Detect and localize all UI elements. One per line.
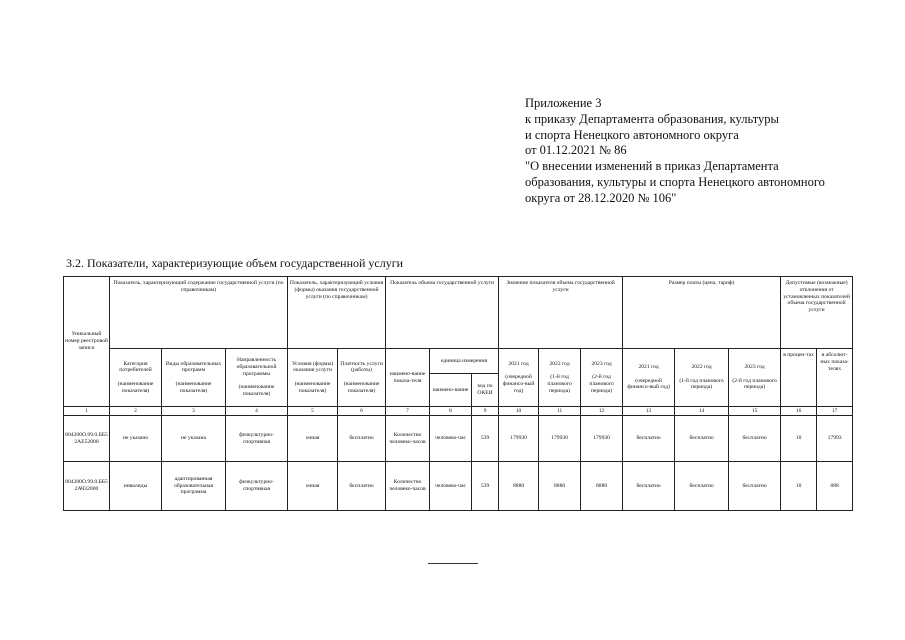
header-sublabel: (1-й год планового периода) — [547, 374, 572, 394]
table-cell: бесплатно — [729, 416, 781, 462]
table-cell: Количество человеко-часов — [386, 416, 430, 462]
table-cell: Количество человеко-часов — [386, 462, 430, 511]
table-cell: 539 — [472, 462, 499, 511]
column-number: 2 — [110, 407, 162, 416]
table-cell: адаптированная образовательная программа — [162, 462, 226, 511]
column-number: 12 — [581, 407, 623, 416]
table-cell: человеко-час — [430, 416, 472, 462]
header-label: 2023 год — [591, 360, 612, 367]
table-cell: 8880 — [539, 462, 581, 511]
header-label: 2022 год — [549, 360, 570, 367]
table-row — [64, 416, 853, 462]
header-dev-absolute: в абсолют-ных показа-телях — [817, 349, 853, 407]
table-cell: 179930 — [499, 416, 539, 462]
header-label: Условия (формы) оказания услуги — [291, 360, 334, 374]
header-line: от 01.12.2021 № 86 — [525, 143, 627, 158]
header-payment — [338, 349, 386, 407]
table-cell: 8880 — [499, 462, 539, 511]
column-number: 14 — [675, 407, 729, 416]
table-cell: 10 — [781, 416, 817, 462]
table-cell: 8880 — [581, 462, 623, 511]
header-label: 2021 год — [508, 360, 529, 367]
column-number: 1 — [64, 407, 110, 416]
header-sublabel: (наименование показателя) — [117, 380, 154, 394]
table-cell: бесплатно — [623, 416, 675, 462]
table-cell: очная — [288, 416, 338, 462]
header-label: Виды образовательных программ — [165, 360, 222, 374]
table-cell: 10 — [781, 462, 817, 511]
column-number: 3 — [162, 407, 226, 416]
footer-divider — [428, 563, 478, 564]
table-cell: бесплатно — [675, 462, 729, 511]
header-sublabel: (очередной финансо-вый год) — [627, 377, 670, 391]
table-cell: 888 — [817, 462, 853, 511]
header-program-types — [162, 349, 226, 407]
header-unique-number: Уникальный номер реестровой записи — [64, 277, 110, 407]
column-number: 11 — [539, 407, 581, 416]
table-cell: физкультурно-спортивная — [226, 462, 288, 511]
header-val-2022 — [539, 349, 581, 407]
table-cell: 539 — [472, 416, 499, 462]
header-sublabel: (наименование показателя) — [175, 380, 212, 394]
table-row — [64, 462, 853, 511]
table-cell: 804200О.99.0.ББ52АЧ32000 — [64, 462, 110, 511]
header-okei-code: код по ОКЕИ — [472, 374, 499, 407]
table-cell: бесплатно — [729, 462, 781, 511]
header-fee-2022 — [675, 349, 729, 407]
column-number: 15 — [729, 407, 781, 416]
header-sublabel: (наименование показателя) — [238, 384, 275, 398]
header-conditions — [288, 349, 338, 407]
table-cell: не указана — [162, 416, 226, 462]
table-cell: физкультурно-спортивная — [226, 416, 288, 462]
header-line: к приказу Департамента образования, культуры — [525, 111, 779, 126]
header-sublabel: (1-й год планового периода) — [679, 377, 724, 391]
header-dev-percent: в процен-тах — [781, 349, 817, 407]
table-cell: не указано — [110, 416, 162, 462]
table-cell: 179930 — [539, 416, 581, 462]
header-label: 2023 год — [744, 363, 765, 370]
header-unit-group: единица измерения — [430, 349, 499, 374]
header-label: Направленность образовательной программы — [236, 357, 277, 377]
header-fee-2021 — [623, 349, 675, 407]
table-cell: бесплатно — [675, 416, 729, 462]
header-program-focus — [226, 349, 288, 407]
table-cell: бесплатно — [338, 416, 386, 462]
header-line: округа от 28.12.2020 № 106" — [525, 190, 677, 205]
header-val-2023 — [581, 349, 623, 407]
header-unit-name: наимено-вание — [430, 374, 472, 407]
header-val-2021 — [499, 349, 539, 407]
header-volume-group: Показатель объема государственной услуги — [386, 277, 499, 349]
column-number: 13 — [623, 407, 675, 416]
header-sublabel: (наименование показателя) — [343, 380, 380, 394]
column-number: 9 — [472, 407, 499, 416]
header-fee-group: Размер платы (цена, тариф) — [623, 277, 781, 349]
column-number-row — [64, 407, 853, 416]
header-value-group: Значение показателя объема государственной услуги — [499, 277, 623, 349]
header-fee-2023 — [729, 349, 781, 407]
table-cell: 804200О.99.0.ББ52АЕ52000 — [64, 416, 110, 462]
header-sublabel: (2-й год планового периода) — [732, 377, 777, 391]
table-cell: 179930 — [581, 416, 623, 462]
header-deviation-group: Допустимые (возможные) отклонения от установленных показателей объема государственной услуги — [781, 277, 853, 349]
column-number: 7 — [386, 407, 430, 416]
table-cell: бесплатно — [338, 462, 386, 511]
column-number: 17 — [817, 407, 853, 416]
header-label: 2021 год — [638, 363, 659, 370]
header-line: и спорта Ненецкого автономного округа — [525, 127, 739, 142]
header-content-group: Показатель, характеризующий содержание государственной услуги (по справочникам) — [110, 277, 288, 349]
column-number: 4 — [226, 407, 288, 416]
table-cell: 17993 — [817, 416, 853, 462]
header-consumer-category — [110, 349, 162, 407]
table-cell: человеко-час — [430, 462, 472, 511]
table-cell: инвалиды — [110, 462, 162, 511]
column-number: 6 — [338, 407, 386, 416]
table-cell: очная — [288, 462, 338, 511]
header-line: образования, культуры и спорта Ненецкого автономного — [525, 174, 825, 189]
column-number: 10 — [499, 407, 539, 416]
table-cell: бесплатно — [623, 462, 675, 511]
header-line: Приложение 3 — [525, 96, 602, 110]
header-label: Платность услуги (работы) — [340, 360, 383, 374]
header-line: "О внесении изменений в приказ Департамента — [525, 159, 779, 174]
header-sublabel: (очередной финансо-вый год) — [502, 374, 535, 394]
header-indicator-name: наимено-вание показа-теля — [386, 349, 430, 407]
column-number: 8 — [430, 407, 472, 416]
column-number: 16 — [781, 407, 817, 416]
header-label: 2022 год — [691, 363, 712, 370]
column-number: 5 — [288, 407, 338, 416]
volume-indicators-table — [63, 276, 853, 511]
header-sublabel: (наименование показателя) — [294, 380, 331, 394]
appendix-header — [525, 96, 885, 207]
header-conditions-group: Показатель, характеризующий условия (формы) оказания государственной услуги (по справочникам) — [288, 277, 386, 349]
header-sublabel: (2-й год планового периода) — [589, 374, 614, 394]
header-label: Категория потребителей — [119, 360, 152, 374]
section-title: 3.2. Показатели, характеризующие объем государственной услуги — [66, 256, 404, 270]
